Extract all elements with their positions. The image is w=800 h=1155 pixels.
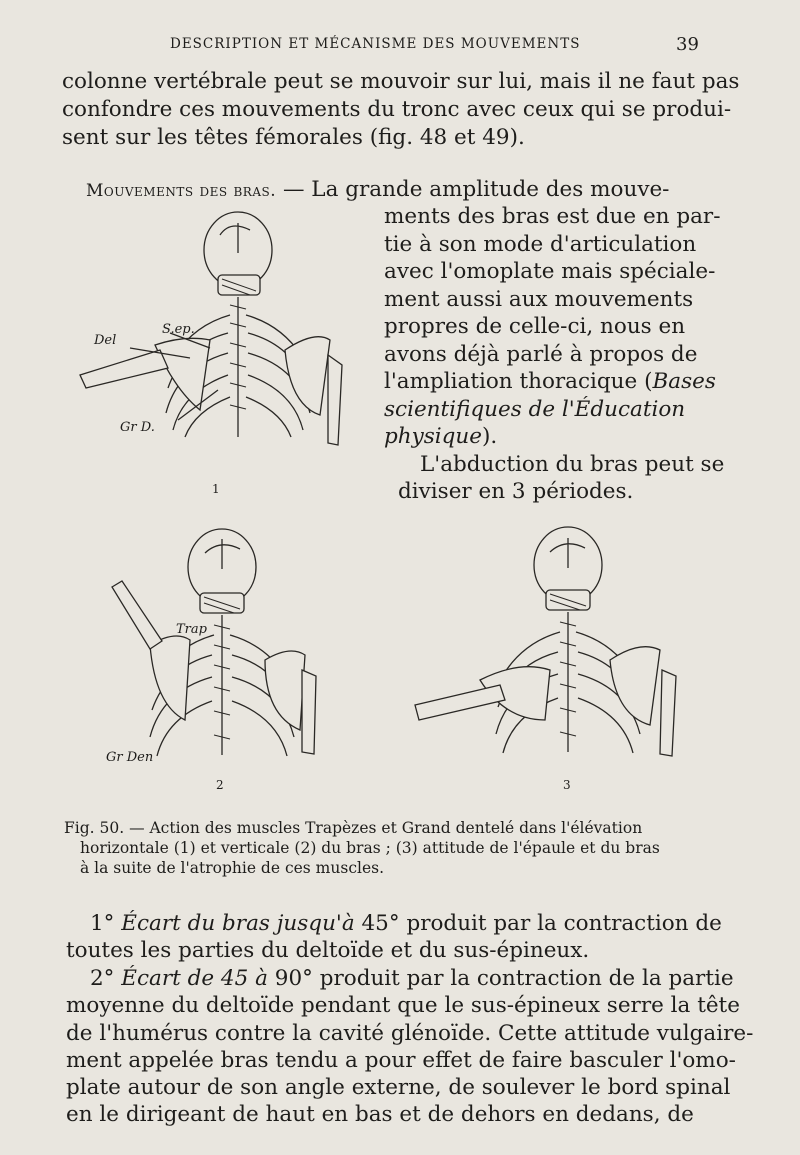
figure-caption-line-1: Fig. 50. — Action des muscles Trapèzes et Grand dentelé dans l'élévation (64, 819, 643, 837)
abduction-line-1: L'abduction du bras peut se (420, 452, 725, 477)
ampliation-text: l'ampliation thoracique ( (384, 369, 653, 394)
period-1-line-1 (90, 910, 722, 937)
section-dash: — (282, 177, 305, 202)
running-head: DESCRIPTION ET MÉCANISME DES MOUVEMENTS (170, 36, 581, 52)
period-2-line-4: ment appelée bras tendu a pour effet de faire basculer l'omo- (66, 1048, 736, 1073)
abduction-line-2: diviser en 3 périodes. (398, 479, 634, 504)
period-2-title: Écart de 45 à (121, 966, 268, 991)
section-heading: Mouvements des bras. (86, 181, 277, 201)
page-number: 39 (676, 34, 699, 55)
skeleton-illustration-2 (100, 525, 350, 775)
figure-caption-line-3: à la suite de l'atrophie de ces muscles. (80, 859, 385, 877)
panel-number-2: 2 (216, 778, 224, 792)
period-2-line-2: moyenne du deltoïde pendant que le sus-épineux serre la tête (66, 993, 740, 1018)
section-line-7 (384, 368, 716, 395)
intro-line-2: confondre ces mouvements du tronc avec ceux qui se produi- (62, 97, 732, 122)
period-2-line-5: plate autour de son angle externe, de soulever le bord spinal (66, 1075, 731, 1100)
section-line-8 (384, 396, 685, 423)
period-2-line-3: de l'humérus contre la cavité glénoïde. Cette attitude vulgaire- (66, 1021, 754, 1046)
reference-title-part-2: scientifiques de l'Éducation (384, 397, 686, 422)
section-first-line-rest: La grande amplitude des mouve- (311, 177, 670, 202)
section-line-9 (384, 423, 497, 450)
period-1-line-2: toutes les parties du deltoïde et du sus-épineux. (66, 938, 590, 963)
label-trap: Trap (176, 622, 207, 637)
intro-line-3: sent sur les têtes fémorales (fig. 48 et 49). (62, 125, 525, 150)
period-2-line-1 (90, 965, 734, 992)
label-grden: Gr Den (106, 750, 154, 765)
section-line-2: tie à son mode d'articulation (384, 232, 697, 257)
period-1-ordinal: 1° (90, 911, 115, 936)
period-2-line-6: en le dirigeant de haut en bas et de dehors en dedans, de (66, 1102, 694, 1127)
period-1-rest: 45° produit par la contraction de (361, 911, 722, 936)
panel-number-3: 3 (563, 778, 571, 792)
skeleton-illustration-3 (410, 520, 690, 775)
reference-title-part-1: Bases (652, 369, 716, 394)
section-line-3: avec l'omoplate mais spéciale- (384, 259, 716, 284)
period-1-title: Écart du bras jusqu'à (121, 911, 355, 936)
section-line-4: ment aussi aux mouvements (384, 287, 694, 312)
section-line-5: propres de celle-ci, nous en (384, 314, 686, 339)
section-line-6: avons déjà parlé à propos de (384, 342, 698, 367)
intro-line-1: colonne vertébrale peut se mouvoir sur lui, mais il ne faut pas (62, 69, 740, 94)
label-del: Del (94, 333, 117, 348)
figure-caption-line-2: horizontale (1) et verticale (2) du bras ; (3) attitude de l'épaule et du bras (80, 839, 660, 857)
section-line-1: ments des bras est due en par- (384, 204, 721, 229)
period-2-rest: 90° produit par la contraction de la partie (274, 966, 734, 991)
label-grd: Gr D. (120, 420, 155, 435)
label-sep: S.ep. (162, 322, 195, 337)
period-2-ordinal: 2° (90, 966, 115, 991)
reference-close: ). (482, 424, 498, 449)
reference-title-part-3: physique (384, 424, 482, 449)
panel-number-1: 1 (212, 482, 220, 496)
section-first-line (86, 176, 669, 205)
